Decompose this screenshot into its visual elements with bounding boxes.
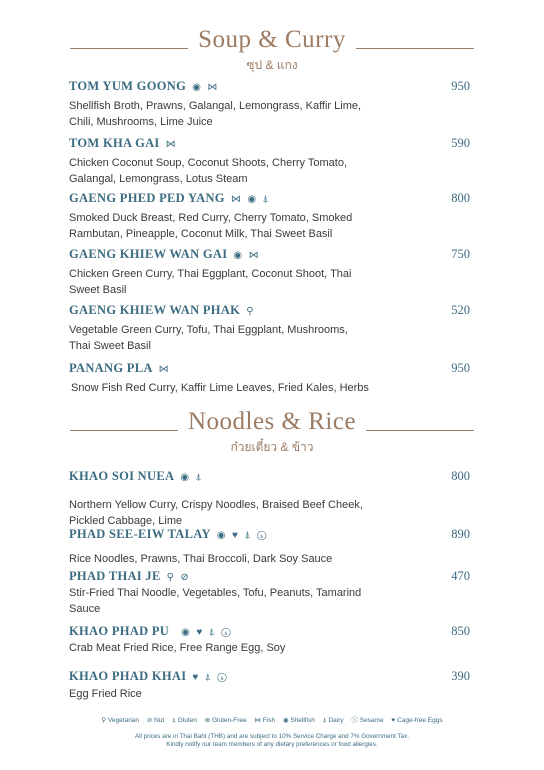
item-description: Northern Yellow Curry, Crispy Noodles, Braised Beef Cheek, Pickled Cabbage, Lime — [69, 499, 363, 527]
item-price: 520 — [451, 303, 470, 317]
menu-item — [69, 136, 474, 187]
item-description: Smoked Duck Breast, Red Curry, Cherry Tomato, Smoked Rambutan, Pineapple, Coconut Milk, Thai Sweet Basil — [69, 212, 353, 240]
item-description: Shellfish Broth, Prawns, Galangal, Lemongrass, Kaffir Lime, Chili, Mushrooms, Lime Juice — [69, 100, 362, 128]
menu-item — [69, 469, 474, 529]
dietary-icons: ⚲ — [246, 306, 256, 317]
legend-shellfish: ◉ Shellfish — [282, 717, 315, 724]
item-description: Snow Fish Red Curry, Kaffir Lime Leaves, Fried Kales, Herbs — [71, 382, 369, 394]
item-description: Crab Meat Fried Rice, Free Range Egg, Soy — [69, 642, 286, 654]
dietary-icons: ◉ ♥ ⍋ ⓢ — [216, 530, 269, 541]
footnote-line-1: All prices are in Thai Baht (THB) and are subject to 10% Service Charge and 7% Government Tax. — [134, 733, 410, 740]
header-rule-left — [70, 48, 200, 49]
item-description: Rice Noodles, Prawns, Thai Broccoli, Dark Soy Sauce — [69, 553, 333, 565]
menu-item — [69, 569, 474, 617]
dietary-icons: ◉ ⋈ — [192, 82, 220, 93]
dietary-icons: ◉ ♥ ⍋ ⓢ — [181, 627, 233, 638]
dietary-icons: ⋈ — [158, 364, 171, 375]
noodles-section-title: Noodles & Rice — [178, 408, 366, 436]
item-price: 800 — [451, 469, 470, 483]
soup-section-subtitle: ซุป & แกง — [246, 58, 298, 72]
item-price: 800 — [451, 191, 470, 205]
price-footnote — [0, 733, 544, 749]
header-rule-right — [344, 48, 474, 49]
dietary-icons: ♥ ⍋ ⓢ — [192, 672, 229, 683]
item-name: TOM KHA GAI — [69, 136, 160, 150]
soup-section-title: Soup & Curry — [188, 26, 356, 54]
dietary-icons: ⚲ ⊘ — [166, 572, 191, 583]
legend-vegetarian: ⚲ Vegetarian — [101, 717, 140, 724]
dietary-icons: ◉ ⋈ — [233, 250, 261, 261]
dietary-icons: ◉ ⍋ — [180, 472, 204, 483]
item-description: Egg Fried Rice — [69, 688, 142, 700]
legend-gluten-free: ⊗ Gluten-Free — [204, 717, 247, 724]
item-description: Vegetable Green Curry, Tofu, Thai Eggplant, Mushrooms, Thai Sweet Basil — [69, 324, 348, 352]
legend-fish: ⋈ Fish — [254, 717, 276, 724]
item-description: Stir-Fried Thai Noodle, Vegetables, Tofu, Peanuts, Tamarind Sauce — [69, 587, 362, 615]
item-name: TOM YUM GOONG — [69, 79, 187, 93]
item-name: GAENG KHIEW WAN GAI — [69, 247, 228, 261]
item-price: 950 — [451, 361, 470, 375]
legend-sesame: ⓢ Sesame — [351, 717, 384, 724]
menu-item — [69, 303, 474, 354]
menu-item — [69, 527, 474, 567]
legend-gluten: ⍋ Gluten — [172, 717, 197, 724]
dietary-legend — [0, 715, 544, 725]
dietary-icons: ⋈ — [165, 139, 178, 150]
item-price: 890 — [451, 527, 470, 541]
item-name: KHAO PHAD PU — [69, 624, 170, 638]
item-price: 850 — [451, 624, 470, 638]
legend-dairy: ⍋ Dairy — [322, 717, 344, 724]
item-description: Chicken Coconut Soup, Coconut Shoots, Cherry Tomato, Galangal, Lemongrass, Lotus Steam — [69, 157, 348, 185]
soup-section-header — [0, 26, 544, 75]
item-price: 950 — [451, 79, 470, 93]
item-name: PHAD SEE-EIW TALAY — [69, 527, 211, 541]
dietary-icons: ⋈ ◉ ⍋ — [230, 194, 271, 205]
legend-nut: ⊘ Nut — [146, 717, 165, 724]
menu-item — [69, 247, 474, 298]
item-name: KHAO SOI NUEA — [69, 469, 175, 483]
item-price: 470 — [451, 569, 470, 583]
item-price: 390 — [451, 669, 470, 683]
noodles-section-header — [0, 408, 544, 457]
menu-item — [69, 191, 474, 242]
menu-item — [69, 79, 474, 130]
item-price: 590 — [451, 136, 470, 150]
item-price: 750 — [451, 247, 470, 261]
noodles-section-subtitle: ก๋วยเตี๋ยว & ข้าว — [230, 440, 314, 454]
menu-item — [69, 624, 474, 656]
item-name: GAENG PHED PED YANG — [69, 191, 225, 205]
item-name: PANANG PLA — [69, 361, 153, 375]
item-description: Chicken Green Curry, Thai Eggplant, Coconut Shoot, Thai Sweet Basil — [69, 268, 352, 296]
item-name: GAENG KHIEW WAN PHAK — [69, 303, 241, 317]
menu-item — [69, 669, 474, 702]
legend-cage-free-eggs: ♥ Cage-free Eggs — [391, 717, 443, 724]
item-name: PHAD THAI JE — [69, 569, 161, 583]
menu-item — [69, 361, 474, 396]
item-name: KHAO PHAD KHAI — [69, 669, 187, 683]
footnote-line-2: Kindly notify our team members of any dietary preferences or food allergies. — [166, 741, 378, 748]
